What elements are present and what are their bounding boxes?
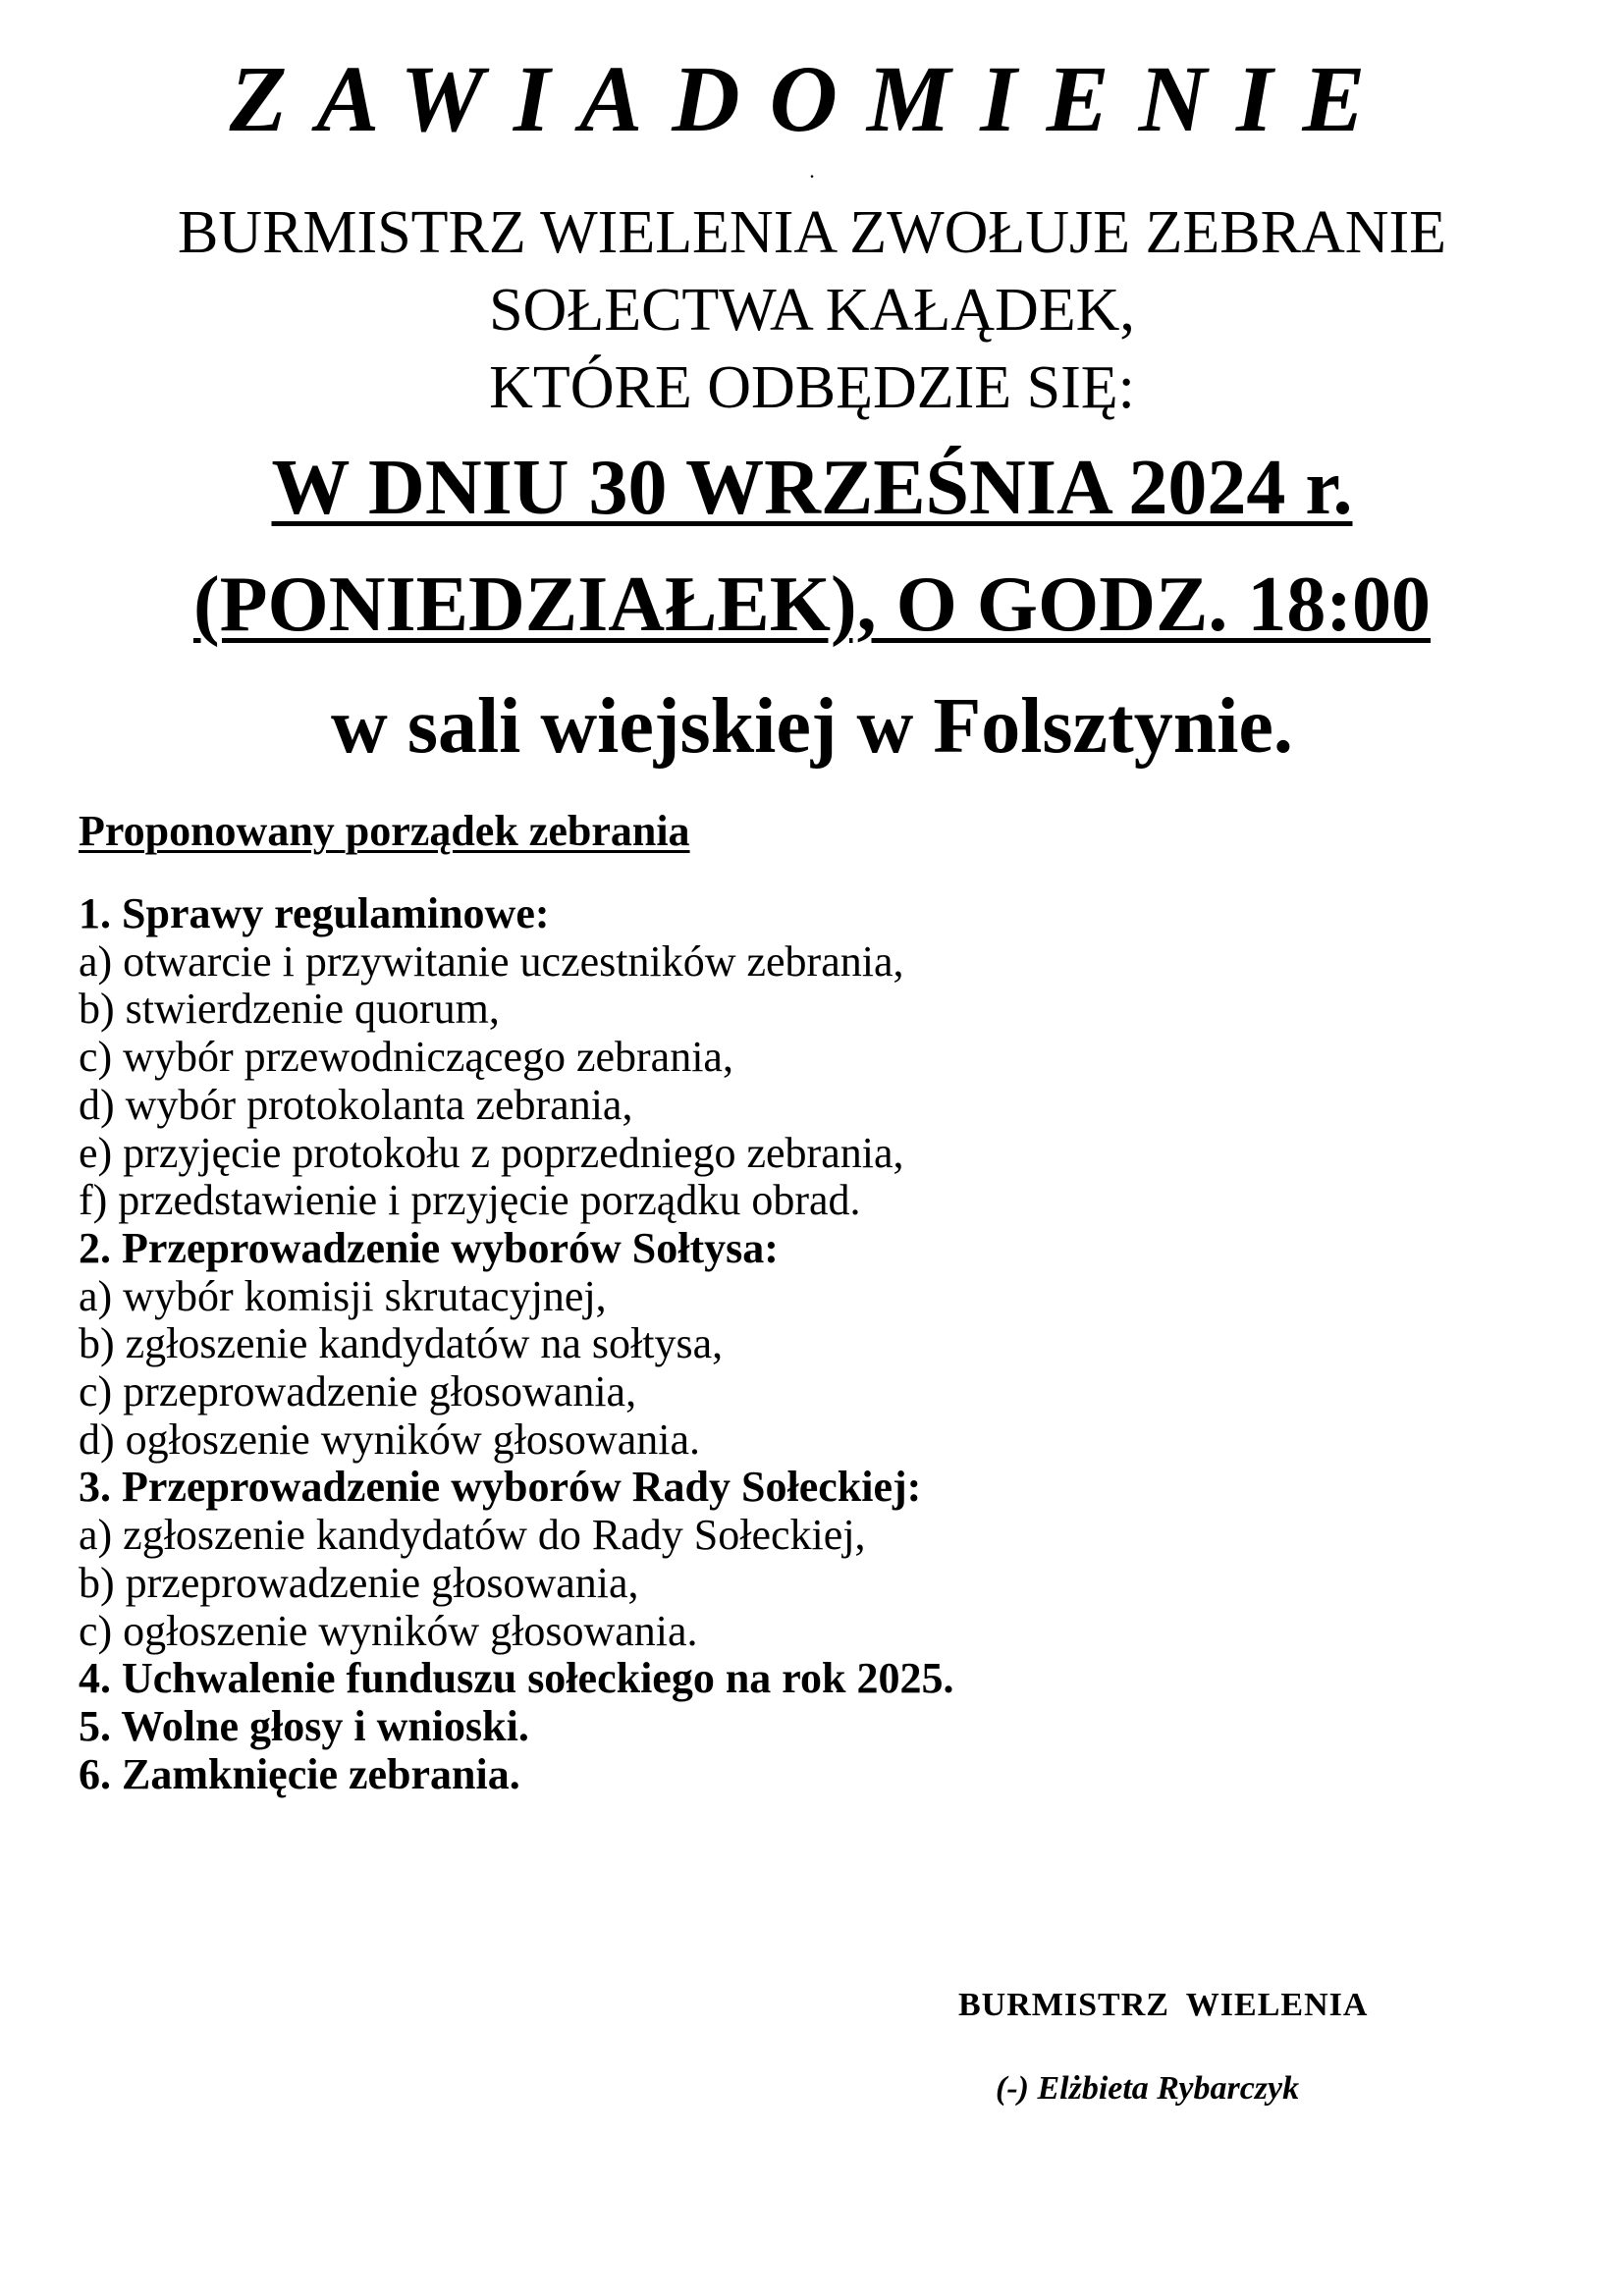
meeting-date: W DNIU 30 WRZEŚNIA 2024 r. [271,445,1353,531]
meeting-place: w sali wiejskiej w Folsztynie. [331,683,1293,770]
agenda-list [79,890,954,1798]
agenda-subitem: d) ogłoszenie wyników głosowania. [79,1415,700,1464]
agenda-section: 5. Wolne głosy i wnioski. [79,1701,529,1750]
signature-role: BURMISTRZ WIELENIA [958,1987,1369,2023]
agenda-subitem: b) przeprowadzenie głosowania, [79,1558,639,1607]
agenda-subitem: d) wybór protokolanta zebrania, [79,1080,633,1129]
agenda-subitem: f) przedstawienie i przyjęcie porządku obrad. [79,1176,861,1225]
agenda-section: 6. Zamknięcie zebrania. [79,1749,520,1798]
agenda-subitem: c) wybór przewodniczącego zebrania, [79,1033,733,1082]
intro-line-2: SOŁECTWA KAŁĄDEK, [489,277,1135,344]
signature-name: (-) Elżbieta Rybarczyk [996,2070,1300,2107]
agenda-subitem: a) zgłoszenie kandydatów do Rady Sołeckiej, [79,1511,866,1560]
agenda-section: 4. Uchwalenie funduszu sołeckiego na rok 2025. [79,1654,954,1703]
agenda-subitem: b) stwierdzenie quorum, [79,985,500,1034]
agenda-subitem: c) przeprowadzenie głosowania, [79,1367,637,1416]
agenda-subitem: e) przyjęcie protokołu z poprzedniego zebrania, [79,1128,904,1177]
agenda-heading: Proponowany porządek zebrania [79,807,690,855]
agenda-section: 1. Sprawy regulaminowe: [79,889,550,937]
agenda-section: 3. Przeprowadzenie wyborów Rady Sołeckiej: [79,1463,922,1512]
notice-title: ZAWIADOMIENIE [229,46,1395,151]
agenda-section: 2. Przeprowadzenie wyborów Sołtysa: [79,1223,779,1272]
title-dot: . [809,158,815,183]
agenda-subitem: a) otwarcie i przywitanie uczestników zebrania, [79,936,904,986]
agenda-subitem: b) zgłoszenie kandydatów na sołtysa, [79,1319,724,1368]
agenda-subitem: a) wybór komisji skrutacyjnej, [79,1271,607,1320]
agenda-subitem: c) ogłoszenie wyników głosowania. [79,1606,698,1655]
intro-line-1: BURMISTRZ WIELENIA ZWOŁUJE ZEBRANIE [177,199,1447,266]
meeting-day-time: (PONIEDZIAŁEK), O GODZ. 18:00 [192,561,1432,648]
intro-line-3: KTÓRE ODBĘDZIE SIĘ: [489,354,1135,421]
